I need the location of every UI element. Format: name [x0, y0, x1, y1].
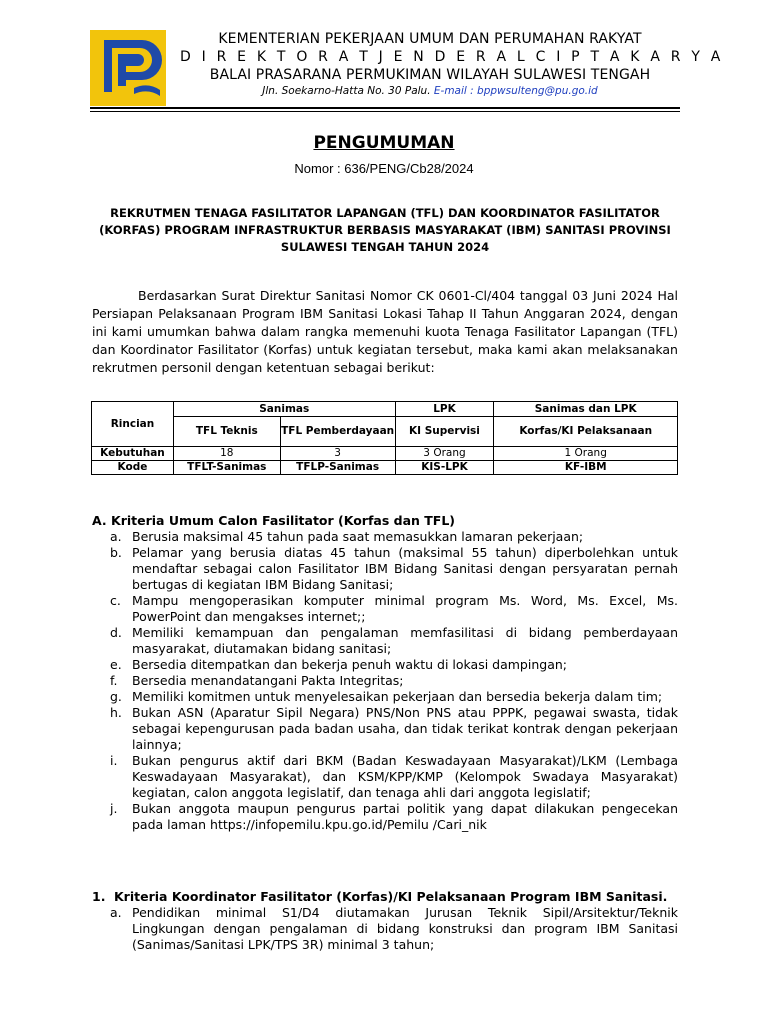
- table-row: [92, 447, 678, 461]
- table-group-header: Sanimas: [173, 402, 395, 417]
- list-item-text: Mampu mengoperasikan komputer minimal program Ms. Word, Ms. Excel, Ms. PowerPoint dan mengakses internet;;: [132, 593, 678, 624]
- document-number: Nomor : 636/PENG/Cb28/2024: [294, 161, 474, 176]
- table-subheader: TFL Pemberdayaan: [280, 417, 395, 447]
- list-marker: a.: [110, 905, 122, 920]
- section-1-list: [110, 905, 678, 953]
- section-a-list: [110, 529, 678, 833]
- list-marker: a.: [110, 529, 122, 544]
- letterhead-email[interactable]: E-mail : bppwsulteng@pu.go.id: [433, 85, 598, 97]
- list-item: [110, 689, 678, 705]
- list-item-text: Memiliki kemampuan dan pengalaman memfasilitasi di bidang pemberdayaan masyarakat, diutamakan bidang sanitasi;: [132, 625, 678, 656]
- table-cell: 18: [173, 447, 280, 461]
- list-marker: e.: [110, 657, 122, 672]
- list-item: [110, 673, 678, 689]
- list-marker: i.: [110, 753, 118, 768]
- table-subheader: KI Supervisi: [395, 417, 494, 447]
- pupr-logo-icon: [90, 30, 166, 106]
- section-1-number: 1.: [92, 889, 106, 904]
- table-subheader-row: [92, 417, 678, 447]
- document-subject: REKRUTMEN TENAGA FASILITATOR LAPANGAN (TFL) DAN KOORDINATOR FASILITATOR (KORFAS) PROGRAM INFRASTRUKTUR BERBASIS MASYARAKAT (IBM) SANITASI PROVINSI SULAWESI TENGAH TAHUN 2024: [99, 206, 671, 254]
- list-marker: c.: [110, 593, 121, 608]
- table-cell: 1 Orang: [494, 447, 678, 461]
- list-item-text: Bukan anggota maupun pengurus partai politik yang dapat dilakukan pengecekan pada laman https://infopemilu.kpu.go.id/Pemilu /Cari_nik: [132, 801, 678, 832]
- list-item-text: Bersedia ditempatkan dan bekerja penuh waktu di lokasi dampingan;: [132, 657, 567, 672]
- list-item: [110, 905, 678, 953]
- letterhead-office: BALAI PRASARANA PERMUKIMAN WILAYAH SULAWESI TENGAH: [209, 67, 651, 83]
- list-item-text: Pendidikan minimal S1/D4 diutamakan Jurusan Teknik Sipil/Arsitektur/Teknik Lingkungan dengan pengalaman di bidang konstruksi dan program IBM Sanitasi (Sanimas/Sanitasi LPK/TPS 3R) minimal 3 tahun;: [132, 905, 678, 952]
- table-group-header: Sanimas dan LPK: [494, 402, 678, 417]
- table-cell: 3 Orang: [395, 447, 494, 461]
- table-header-row: [92, 402, 678, 417]
- list-item: [110, 593, 678, 625]
- letterhead-address: Jln. Soekarno-Hatta No. 30 Palu.: [262, 85, 434, 97]
- list-item: [110, 753, 678, 801]
- list-marker: h.: [110, 705, 122, 720]
- table-cell: TFLP-Sanimas: [280, 461, 395, 475]
- list-item: [110, 801, 678, 833]
- section-1-title: Kriteria Koordinator Fasilitator (Korfas)/KI Pelaksanaan Program IBM Sanitasi.: [114, 889, 668, 904]
- list-item-text: Bukan ASN (Aparatur Sipil Negara) PNS/Non PNS atau PPPK, pegawai swasta, tidak sebagai kepengurusan pada badan usaha, dan tidak terikat kontrak dengan pekerjaan lainnya;: [132, 705, 678, 752]
- table-cell: KIS-LPK: [395, 461, 494, 475]
- letterhead-ministry: KEMENTERIAN PEKERJAAN UMUM DAN PERUMAHAN RAKYAT: [218, 31, 642, 47]
- list-marker: g.: [110, 689, 122, 704]
- recruitment-table: [91, 401, 678, 475]
- table-row-label: Kebutuhan: [92, 447, 174, 461]
- list-item: [110, 529, 678, 545]
- intro-paragraph: [92, 287, 678, 377]
- table-header-rincian: Rincian: [92, 402, 174, 447]
- table-subheader: Korfas/KI Pelaksanaan: [494, 417, 678, 447]
- letterhead-address-line: [180, 85, 680, 97]
- section-a-heading: A. Kriteria Umum Calon Fasilitator (Korfas dan TFL): [92, 513, 456, 528]
- list-item: [110, 705, 678, 753]
- table-group-header: LPK: [395, 402, 494, 417]
- table-row-label: Kode: [92, 461, 174, 475]
- intro-paragraph-text: Berdasarkan Surat Direktur Sanitasi Nomor CK 0601-Cl/404 tanggal 03 Juni 2024 Hal Persiapan Pelaksanaan Program IBM Sanitasi Lokasi Tahap II Tahun Anggaran 2024, dengan ini kami umumkan bahwa dalam rangka memenuhi kuota Tenaga Fasilitator Lapangan (TFL) dan Koordinator Fasilitator (Korfas) untuk kegiatan tersebut, maka kami akan melaksanakan rekrutmen personil dengan ketentuan sebagai berikut:: [92, 288, 678, 375]
- list-item-text: Bukan pengurus aktif dari BKM (Badan Keswadayaan Masyarakat)/LKM (Lembaga Keswadayaan Masyarakat), dan KSM/KPP/KMP (Kelompok Swadaya Masyarakat) kegiatan, calon anggota legislatif, dan tenaga ahli dari anggota legislatif;: [132, 753, 678, 800]
- list-marker: d.: [110, 625, 122, 640]
- table-row: [92, 461, 678, 475]
- list-marker: b.: [110, 545, 122, 560]
- list-item-text: Berusia maksimal 45 tahun pada saat memasukkan lamaran pekerjaan;: [132, 529, 584, 544]
- list-item-text: Memiliki komitmen untuk menyelesaikan pekerjaan dan bersedia bekerja dalam tim;: [132, 689, 663, 704]
- list-item: [110, 657, 678, 673]
- list-item: [110, 625, 678, 657]
- section-1-heading: [92, 889, 667, 904]
- table-cell: TFLT-Sanimas: [173, 461, 280, 475]
- table-cell: KF-IBM: [494, 461, 678, 475]
- letterhead-directorate: D I R E K T O R A T J E N D E R A L C I P T A K A R Y A: [180, 49, 724, 65]
- list-item: [110, 545, 678, 593]
- table-subheader: TFL Teknis: [173, 417, 280, 447]
- page-title: PENGUMUMAN: [313, 133, 455, 153]
- letterhead-rule-thin: [90, 111, 680, 112]
- list-item-text: Pelamar yang berusia diatas 45 tahun (maksimal 55 tahun) diperbolehkan untuk mendaftar sebagai calon Fasilitator IBM Bidang Sanitasi dengan persyaratan pernah bertugas di kegiatan IBM Bidang Sanitasi;: [132, 545, 678, 592]
- letterhead-rule-thick: [90, 107, 680, 109]
- list-item-text: Bersedia menandatangani Pakta Integritas;: [132, 673, 404, 688]
- list-marker: j.: [110, 801, 118, 816]
- table-cell: 3: [280, 447, 395, 461]
- list-marker: f.: [110, 673, 118, 688]
